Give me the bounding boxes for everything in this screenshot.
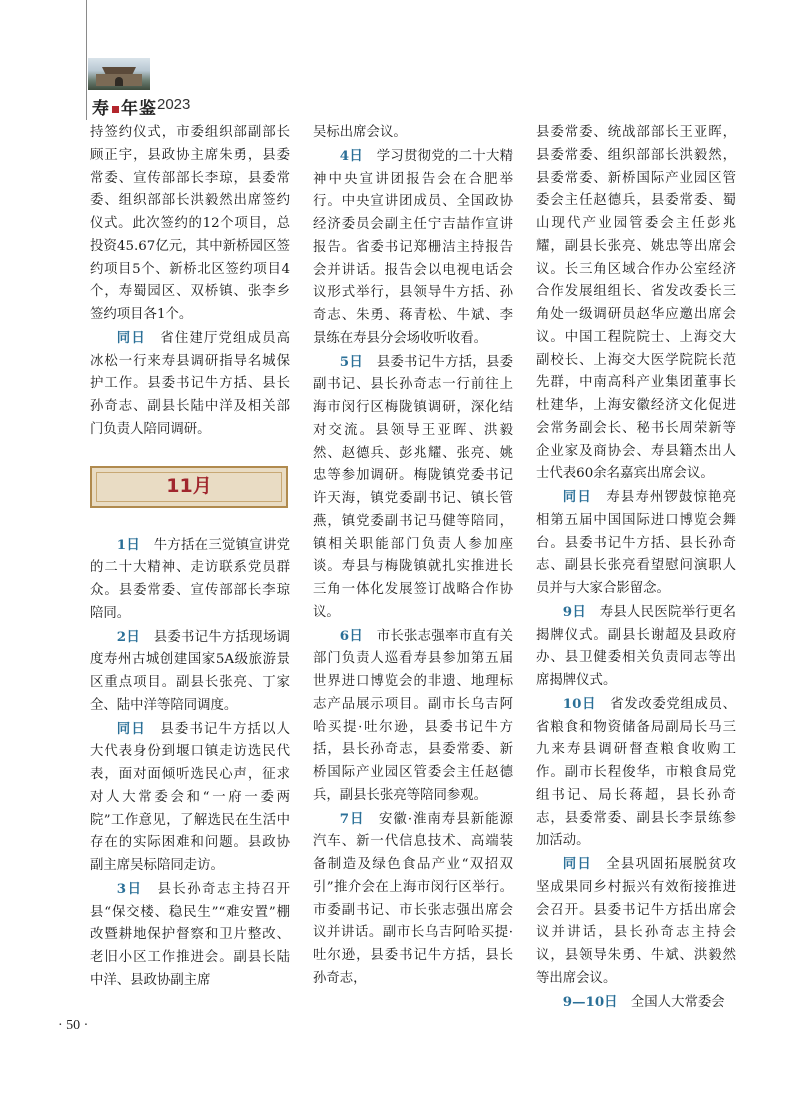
entry-date: 6日 <box>339 627 364 644</box>
paragraph: 同日 省住建厅党组成员高冰松一行来寿县调研指导名城保护工作。县委书记牛方括、县长孙奇志、副县长陆中洋及相关部门负责人陪同调研。 <box>90 329 291 437</box>
paragraph: 2日 县委书记牛方括现场调度寿州古城创建国家5A级旅游景区重点项目。副县长张亮、丁家全、陆中洋等陪同调度。 <box>90 628 290 713</box>
paragraph: 吴标出席会议。 <box>313 125 407 140</box>
paragraph: 4日 学习贯彻党的二十大精神中央宣讲团报告会在合肥举行。中央宣讲团成员、全国政协经济委员会副主任宁吉喆作宣讲报告。省委书记郑栅洁主持报告会并讲话。报告会以电视电话会议形式举行，县领导牛方括、孙奇志、朱勇、蒋青松、牛斌、李景练在寿县分会场收听收看。 <box>313 147 513 346</box>
paragraph: 9—10日 全国人大常委会 <box>562 993 725 1010</box>
paragraph: 县委常委、统战部部长王亚晖，县委常委、组织部部长洪毅然，县委常委、新桥国际产业园区管委会主任赵德兵，县委常委、蜀山现代产业园管委会主任彭兆耀，副县长张亮、姚忠等出席会议。长三角区域合作办公室经济合作发展组组长、省发改委长三角处一级调研员赵华应邀出席会议。中国工程院院士、上海交大副校长、上海交大医学院院长范先群，中南高科产业集团董事长杜建华，上海安徽经济文化促进会常务副会长、秘书长周荣新等企业家及商协会、寿县籍杰出人士代表60余名嘉宾出席会议。 <box>536 125 736 482</box>
month-heading <box>90 466 288 508</box>
entry-date: 同日 <box>562 856 592 872</box>
entry-date: 同日 <box>116 329 146 346</box>
text-column-2 <box>313 122 513 991</box>
paragraph: 9日 寿县人民医院举行更名揭牌仪式。副县长谢超及县政府办、县卫健委相关负责同志等出席揭牌仪式。 <box>536 603 736 688</box>
paragraph: 1日 牛方括在三觉镇宣讲党的二十大精神、走访联系党员群众。县委常委、宣传部部长李琼陪同。 <box>90 536 290 621</box>
page-number: · 50 · <box>58 1018 89 1033</box>
entry-date: 1日 <box>116 536 141 553</box>
paragraph: 同日 寿县寿州锣鼓惊艳亮相第五届中国国际进口博览会舞台。县委书记牛方括、县长孙奇志、副县长张亮看望慰问演职人员并与大家合影留念。 <box>536 489 737 596</box>
text-column-1 <box>90 122 290 993</box>
entry-date: 4日 <box>339 147 364 164</box>
header-photo <box>88 58 150 90</box>
entry-date: 5日 <box>339 353 364 370</box>
paragraph: 6日 市长张志强率市直有关部门负责人巡看寿县参加第五届世界进口博览会的非遗、地理标志产品展示项目。副市长乌吉阿哈买提·吐尔逊，县委书记牛方括，县长孙奇志，县委常委、新桥国际产业园区管委会主任赵德兵，副县长张亮等陪同参观。 <box>313 627 513 803</box>
entry-date: 10日 <box>562 695 597 712</box>
paragraph: 同日 全县巩固拓展脱贫攻坚成果同乡村振兴有效衔接推进会召开。县委书记牛方括出席会议并讲话，县长孙奇志主持会议，县领导朱勇、牛斌、洪毅然等出席会议。 <box>536 856 737 986</box>
entry-date: 同日 <box>562 489 592 505</box>
paragraph: 同日 县委书记牛方括以人大代表身份到堰口镇走访选民代表，面对面倾听选民心声，征求对人大常委会和“一府一委两院”工作意见，了解选民在生活中存在的实际困难和问题。县政协副主席吴标陪同走访。 <box>90 720 291 873</box>
paragraph: 持签约仪式，市委组织部副部长顾正宇，县政协主席朱勇，县委常委、宣传部部长李琼，县委常委、组织部部长洪毅然出席签约仪式。此次签约的12个项目，总投资45.67亿元，其中新桥园区签约项目5个、新桥北区签约项目4个，寿蜀园区、双桥镇、张李乡签约项目各1个。 <box>90 125 290 322</box>
header-year: 2023 <box>157 96 191 113</box>
entry-date: 2日 <box>116 628 141 645</box>
entry-date: 9—10日 <box>562 993 618 1010</box>
text-column-3 <box>536 122 736 1014</box>
entry-date: 9日 <box>562 603 587 620</box>
paragraph: 10日 省发改委党组成员、省粮食和物资储备局副局长马三九来寿县调研督查粮食收购工作。副市长程俊华，市粮食局党组书记、局长蒋超，县长孙奇志，县委常委、副县长李景练参加活动。 <box>536 695 737 849</box>
paragraph: 3日 县长孙奇志主持召开县“保交楼、稳民生”“难安置”棚改暨耕地保护督察和卫片整改、老旧小区工作推进会。副县长陆中洋、县政协副主席 <box>90 880 291 988</box>
entry-date: 3日 <box>116 880 143 897</box>
entry-date: 7日 <box>339 810 365 827</box>
entry-date: 同日 <box>116 720 146 737</box>
paragraph: 7日 安徽·淮南寿县新能源汽车、新一代信息技术、高端装备制造及绿色食品产业“双招双引”推介会在上海市闵行区举行。市委副书记、市长张志强出席会议并讲话。副市长乌吉阿哈买提·吐尔逊，县委书记牛方括，县长孙奇志， <box>313 810 513 986</box>
month-title: 11月 <box>166 475 212 498</box>
paragraph: 5日 县委书记牛方括，县委副书记、县长孙奇志一行前往上海市闵行区梅陇镇调研，深化结对交流。县领导王亚晖、洪毅然、赵德兵、彭兆耀、张亮、姚忠等参加调研。梅陇镇党委书记许天海，镇党委副书记、镇长管燕，镇党委副书记马健等陪同，镇相关职能部门负责人参加座谈。寿县与梅陇镇就扎实推进长三角一体化发展签订战略合作协议。 <box>313 353 513 620</box>
yearbook-brand-logo: 寿 年鉴 <box>92 99 157 119</box>
header-decor-line <box>86 0 87 120</box>
